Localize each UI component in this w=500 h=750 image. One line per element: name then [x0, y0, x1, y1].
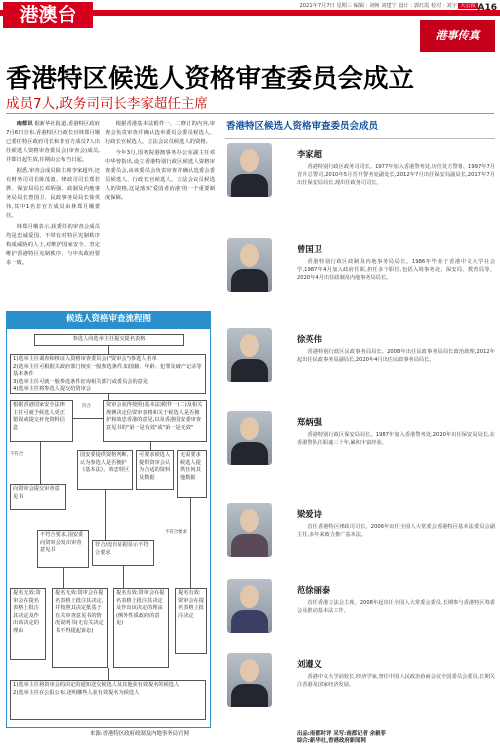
member-bio: 香港特别行政区政制及内地事务局局长。1986年毕业于香港中文大学社会学,1987年4月加入政府任职,担任多个职位,包括入境事务处、保安局、教育局等。2020年4月出任政制及内地事务局局长。	[297, 259, 495, 282]
flow-step-no-request: 无需要求候选人提供任何其他数据	[177, 450, 207, 498]
flow-step-left-note: 向资审会提交审查意见书	[10, 484, 66, 510]
article-column-2	[105, 120, 215, 205]
flow-arrow	[190, 498, 191, 588]
flow-step-nomination-valid: 提名有效:资审会在提名表格上批注其决定及作出该决定的理由(例外性质政府的意见)	[113, 588, 169, 668]
member-bio: 香港特别行政区保安局局长。1987年加入香港警务处,2020年出任保安局局长,在香港警队任职逾三十年,累积丰富经验。	[297, 432, 495, 447]
flow-check-item: 2)选举主任可根据关政府部门核实一般参选条件,如国籍、年龄、犯罪及破产记录等基本条件	[13, 363, 202, 378]
subheadline: 成员7人,政务司司长李家超任主席	[6, 96, 208, 112]
member-name: 李家超	[297, 149, 322, 159]
flow-step-checks	[10, 354, 206, 394]
flow-step-review: 根据香港国家安全法律主任可就予候选人更正错误或提交补充资料信息	[10, 400, 73, 442]
paper-tag: 大公报	[460, 3, 476, 9]
member-photo	[227, 143, 272, 197]
flow-step-national-security: 国安委提供资格判断,认为参选人是否拥护《基本法》、效忠特区	[77, 450, 133, 490]
flow-step-request-info: 可要求候选人提供资审会认为合适的资料及数据	[136, 450, 174, 490]
article-paragraph: 据新华社报道,香港特区政府7月6日宣布,香港特区行政长官林郑月娥已委任特区政府司长和非官方成员7人出任候选人资格审查委员会(审查会)成员,并即日起生效,任期由公布当日起。	[6, 121, 100, 163]
flow-arrow	[150, 442, 151, 450]
member-bio: 首任香港立法会主席。2008年起出任全国人大常委会委员,长期参与香港特区筹委会及推动基本法工作。	[297, 600, 495, 615]
committee-list	[225, 138, 495, 728]
article-paragraph: 林郑月娥表示,获委任的审查会成员均是忠诚爱国、不带有对特区宪制秩序构成威胁的人士,对维护国家安全、坚定维护香港特区宪制秩序、与中央政府要求一致。	[6, 224, 100, 266]
flowchart-source: 来源:香港特区政府政制及内地事务局官网	[90, 731, 189, 737]
credits: 出品:南都时评 采写:南都记者 余毅菲 综合:新华社,香港政府新闻网	[297, 731, 386, 745]
article-paragraph: 据悉,审查会成员除主席李家超外,还有财务司司长陈茂波、律政司司长郑若骅、保安局局长邓炳强、政制及内地事务局局长曾国卫、民政事务局局长徐英伟,其中1名非官方成员由林郑月娥委任。	[6, 168, 100, 219]
article-column-1	[6, 120, 100, 270]
flow-step-meets: 符合/没有证据显示不符合要求	[92, 540, 154, 566]
member-bio: 香港中文大学前校长,经济学家,曾任中国人民政治协商会议全国委员会委员,长期关注香港及国家经济发展。	[297, 674, 495, 689]
committee-title: 香港特区候选人资格审查委员会成员	[226, 121, 379, 132]
flow-label-objection: 不符合要求	[165, 530, 187, 535]
member-name: 徐英伟	[297, 334, 322, 344]
flow-arrow	[108, 394, 109, 400]
flow-label-yes: 符合	[82, 404, 91, 409]
member-photo	[227, 503, 272, 557]
date-line: 2021年7月7日 星期三 编辑 : 刘畅 刘建宁 设计 : 郭红霞 校对 : 刘宇 大公报	[299, 3, 476, 9]
flow-arrow	[123, 566, 124, 588]
member-photo	[227, 653, 272, 707]
member-bio: 香港特别行政区政务司司长。1977年加入香港警务处,历任处方警署、1997年7月晋升总警司,2010年5月晋升警务处副处长,2012年7月出任保安局副局长,2017年7月出任保安局局长,现出任政务司司长。	[297, 164, 495, 187]
member-bio: 首任香港特区律政司司长。2006年出任全国人大常委会香港特区基本法委员会副主任,多年来致力推广基本法。	[297, 524, 495, 539]
flow-step-submit: 参选人向选举主任提交提名表格	[34, 334, 184, 346]
flow-step-nomination-invalid: 提名无效:资审会在提名表格上批注其决定及作出该决定的理由	[10, 588, 46, 660]
flow-step-invalid-opinion: 不符合要求,国安委向资审会发出审查意见书	[37, 530, 89, 568]
page-number: A16	[477, 3, 497, 13]
member-name: 范徐丽泰	[297, 585, 331, 595]
flow-arrow	[63, 568, 64, 588]
article-paragraph: 今年3月,国务院港澳事务办公室副主任邓中华曾指出,设立香港特别行政区候选人资格审查委员会,由该委员会负责审查并确认选委会委员候选人、行政长官候选人、立法会议员候选人的资格,这是落实'爱国者治港'的一个重要制度保障。	[105, 150, 215, 201]
headline: 香港特区候选人资格审查委员会成立	[6, 64, 415, 94]
flowchart-title: 候选人资格审查流程图	[6, 311, 211, 328]
flow-check-item: 3)选举主任可就一般参选条件征询相关部门或委员会的意见	[13, 378, 149, 385]
member-name: 刘遵义	[297, 659, 322, 669]
flow-arrow	[108, 668, 109, 680]
flow-step-final: 1)选举主任将资审会的决定的通知送交候选人及其他获有效提名的候选人 2)选举主任在公报公布,述明哪些人获有效提名为候选人	[10, 680, 206, 720]
flow-step-nomination-invalid-detail: 提名无效:资审会在提名表格上批注其决定,并按照其决定批基于有关审查意见书的情况说明书(无有关决定书不得提起诉讼)	[52, 588, 108, 668]
member-name: 郑炳强	[297, 417, 322, 427]
divider	[6, 113, 494, 114]
flow-arrow	[108, 346, 109, 354]
member-photo	[227, 328, 272, 382]
member-photo	[227, 579, 272, 633]
flow-label-no: 不符合	[10, 452, 24, 457]
flow-arrow	[40, 442, 41, 484]
article-paragraph: 根据香港基本法附件一、二修订的内容,审查会负责审查并确认选举委员会委员候选人、行政长官候选人、立法会议员候选人的资格。	[105, 121, 215, 145]
member-photo	[227, 238, 272, 292]
member-photo	[227, 411, 272, 465]
flow-arrow	[73, 418, 103, 419]
section-label: 港澳台	[3, 2, 93, 28]
member-name: 梁爱诗	[297, 509, 322, 519]
member-name: 曾国卫	[297, 244, 322, 254]
flow-step-security-review: 资审会获得按照(基本法)附件一(二)及相关规例决定信资审表格和关于候选人是否拥护和效忠香港的意见,以及香港国安委审查意见书的"第一是有效"或"第一是无效"	[103, 400, 207, 442]
flow-check-item: 1)选举主任调查和核证入资格审查委员会("资审会")参选人名单	[13, 356, 157, 362]
flow-arrow	[105, 490, 106, 540]
flow-step-nomination-final: 提名有效:资审会在提名表格上批注决定	[175, 588, 207, 654]
flow-check-item: 4)选举主任将参选人提交给资审会	[13, 386, 91, 393]
byline: 南都讯	[16, 121, 33, 127]
member-bio: 香港特别行政区民政事务局局长。2008年出任民政事务局局长政治助理,2012年起出任民政事务局副局长,2020年4月出任民政事务局局长。	[297, 349, 495, 364]
column-flag: 港事传真	[420, 20, 495, 52]
